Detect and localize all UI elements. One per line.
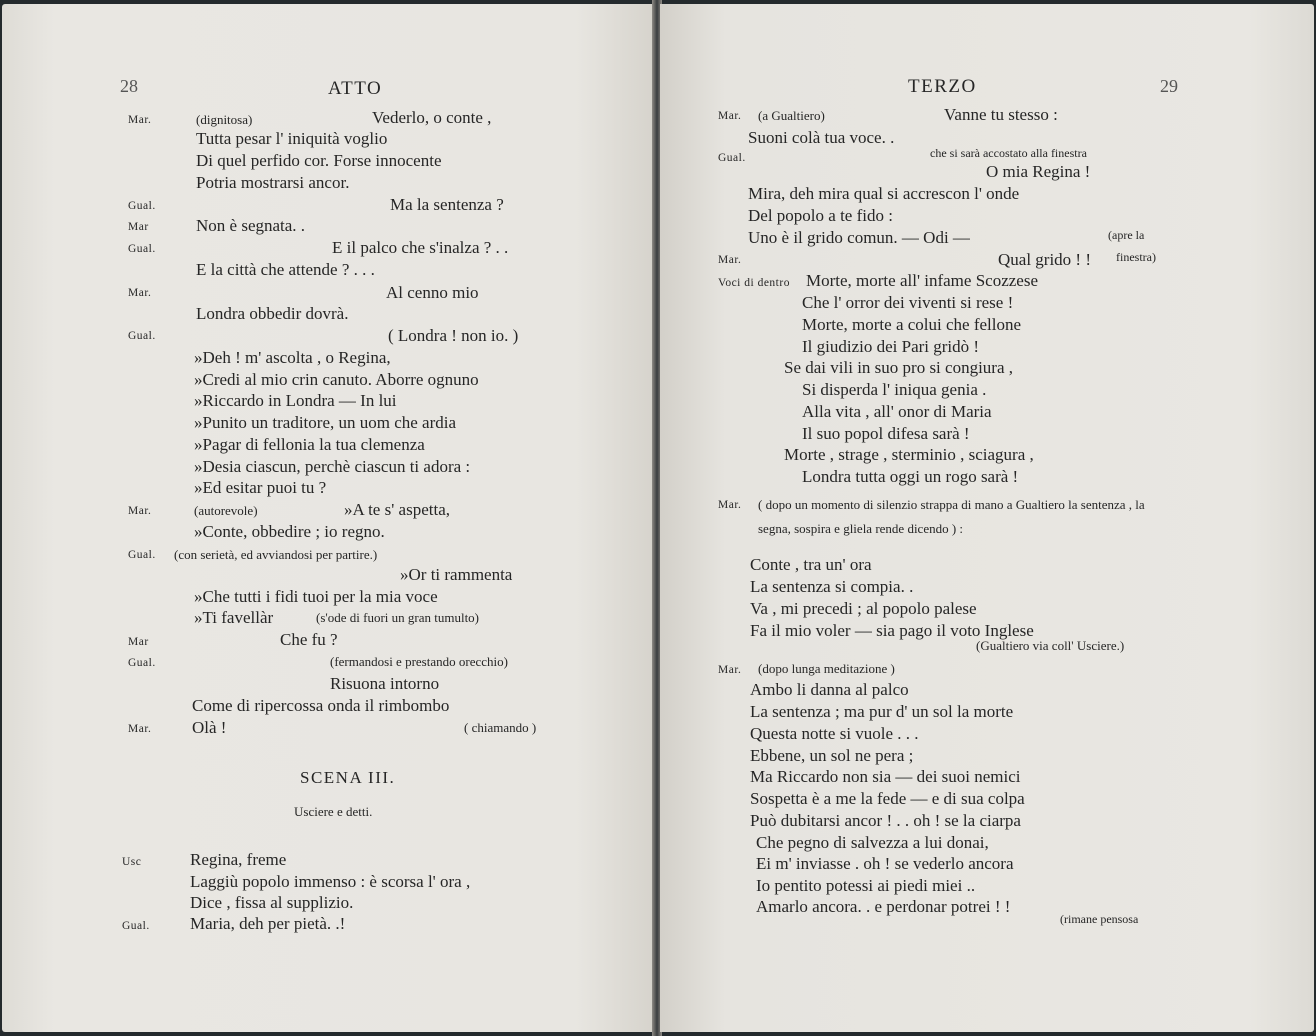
verse-line: Che pegno di salvezza a lui donai, [756,833,989,852]
stage-direction: (s'ode di fuori un gran tumulto) [316,610,480,625]
speaker: Gual. [128,330,156,342]
speaker: Gual. [122,920,150,932]
verse-line: E la città che attende ? . . . [196,260,375,279]
speaker: Mar. [718,664,742,676]
stage-direction: (autorevole) [194,503,258,518]
verse-line: Morte, morte all' infame Scozzese [806,271,1038,290]
stage-direction: ( chiamando ) [464,720,537,735]
verse-line: Londra obbedir dovrà. [196,304,349,323]
verse-line: Sospetta è a me la fede — e di sua colpa [750,789,1025,808]
speaker: Gual. [128,549,156,561]
verse-line: Ambo li danna al palco [750,680,909,699]
running-head: TERZO [908,76,977,97]
verse-line: Regina, freme [190,850,287,869]
verse-line: Alla vita , all' onor di Maria [802,402,992,421]
speaker: Mar. [718,499,742,511]
speaker: Usc [122,856,142,868]
speaker: Mar. [128,505,152,517]
verse-line: »A te s' aspetta, [344,500,450,519]
verse-line: Ebbene, un sol ne pera ; [750,746,914,765]
verse-line: »Credi al mio crin canuto. Aborre ognuno [194,370,479,389]
left-page [2,4,654,1032]
verse-line: »Ed esitar puoi tu ? [194,478,327,497]
verse-line: »Conte, obbedire ; io regno. [194,522,385,541]
verse-line: La sentenza ; ma pur d' un sol la morte [750,702,1014,721]
verse-line: »Deh ! m' ascolta , o Regina, [194,348,391,367]
stage-direction: (a Gualtiero) [758,108,825,123]
verse-line: »Che tutti i fidi tuoi per la mia voce [194,587,438,606]
speaker: Gual. [718,152,746,164]
verse-line: Io pentito potessi ai piedi miei .. [756,876,976,895]
verse-line: Ma la sentenza ? [390,195,504,214]
speaker: Gual. [128,657,156,669]
verse-line: Morte , strage , sterminio , sciagura , [784,445,1034,464]
stage-direction: che si sarà accostato alla finestra [930,146,1087,160]
speaker: Mar. [128,114,152,126]
scene-title: SCENA III. [300,768,396,787]
verse-line: Amarlo ancora. . e perdonar potrei ! ! [756,897,1011,916]
speaker: Mar [128,636,149,648]
stage-direction: (dopo lunga meditazione ) [758,661,895,676]
verse-line: Vanne tu stesso : [944,105,1058,124]
verse-line: Laggiù popolo immenso : è scorsa l' ora , [190,872,471,891]
running-head: ATTO [328,78,383,99]
verse-line: Che fu ? [280,630,338,649]
verse-line: Londra tutta oggi un rogo sarà ! [802,467,1019,486]
verse-line: Ei m' inviasse . oh ! se vederlo ancora [756,854,1014,873]
stage-direction: (Gualtiero via coll' Usciere.) [976,638,1125,653]
verse-line: Come di ripercossa onda il rimbombo [192,696,450,715]
verse-line: Questa notte si vuole . . . [750,724,919,743]
stage-direction: (apre la [1108,228,1145,242]
stage-direction: ( dopo un momento di silenzio strappa di mano a Gualtiero la sentenza , la segna, sospira e gliela rende dicendo ) : [758,497,1145,536]
page-number: 28 [120,76,138,96]
verse-line: O mia Regina ! [986,162,1091,181]
verse-line: La sentenza si compia. . [750,577,914,596]
speaker: Mar. [718,110,742,122]
verse-line: Si disperda l' iniqua genia . [802,380,987,399]
verse-line: Non è segnata. . [196,216,306,235]
verse-line: Il suo popol difesa sarà ! [802,424,970,443]
verse-line: Vederlo, o conte , [372,108,492,127]
verse-line: Potria mostrarsi ancor. [196,173,350,192]
stage-direction: (fermandosi e prestando orecchio) [330,654,508,669]
stage-direction: (dignitosa) [196,112,253,127]
verse-line: »Or ti rammenta [400,565,513,584]
verse-line: Morte, morte a colui che fellone [802,315,1022,334]
verse-line: Ma Riccardo non sia — dei suoi nemici [750,767,1021,786]
verse-line: Dice , fissa al supplizio. [190,893,354,912]
verse-line: Può dubitarsi ancor ! . . oh ! se la ciarpa [750,811,1021,830]
stage-direction: (rimane pensosa [1060,912,1139,926]
speaker: Mar [128,221,149,233]
verse-line: »Pagar di fellonia la tua clemenza [194,435,425,454]
speaker: Gual. [128,243,156,255]
verse-line: Se dai vili in suo pro si congiura , [784,358,1014,377]
verse-line: Suoni colà tua voce. . [748,128,895,147]
verse-line: Il giudizio dei Pari gridò ! [802,337,980,356]
right-page [660,4,1314,1032]
verse-line: Uno è il grido comun. — Odi — [748,228,970,247]
verse-line: Fa il mio voler — sia pago il voto Inglese [750,621,1034,640]
verse-line: Del popolo a te fido : [748,206,893,225]
verse-line: Va , mi precedi ; al popolo palese [750,599,977,618]
verse-line: Che l' orror dei viventi si rese ! [802,293,1014,312]
verse-line: Mira, deh mira qual si accrescon l' onde [748,184,1020,203]
stage-direction: (con serietà, ed avviandosi per partire.) [174,547,378,562]
speaker: Mar. [128,287,152,299]
verse-line: »Riccardo in Londra — In lui [194,391,397,410]
verse-line: Maria, deh per pietà. .! [190,914,346,933]
verse-line: ( Londra ! non io. ) [388,326,519,345]
verse-line: Di quel perfido cor. Forse innocente [196,151,442,170]
verse-line: »Desia ciascun, perchè ciascun ti adora : [194,457,471,476]
verse-line: E il palco che s'inalza ? . . [332,238,509,257]
verse-line: Al cenno mio [386,283,479,302]
speaker: Voci di dentro [718,277,790,289]
verse-line: Conte , tra un' ora [750,555,872,574]
verse-line: »Punito un traditore, un uom che ardia [194,413,457,432]
page-number: 29 [1160,76,1178,96]
verse-line: Olà ! [192,718,227,737]
verse-line: Tutta pesar l' iniquità voglio [196,129,388,148]
verse-line: »Ti favellàr [194,608,274,627]
stage-direction: finestra) [1116,250,1156,264]
speaker: Gual. [128,200,156,212]
verse-line: Risuona intorno [330,674,440,693]
verse-line: Qual grido ! ! [998,250,1092,269]
speaker: Mar. [128,723,152,735]
scene-characters: Usciere e detti. [294,804,373,819]
speaker: Mar. [718,254,742,266]
